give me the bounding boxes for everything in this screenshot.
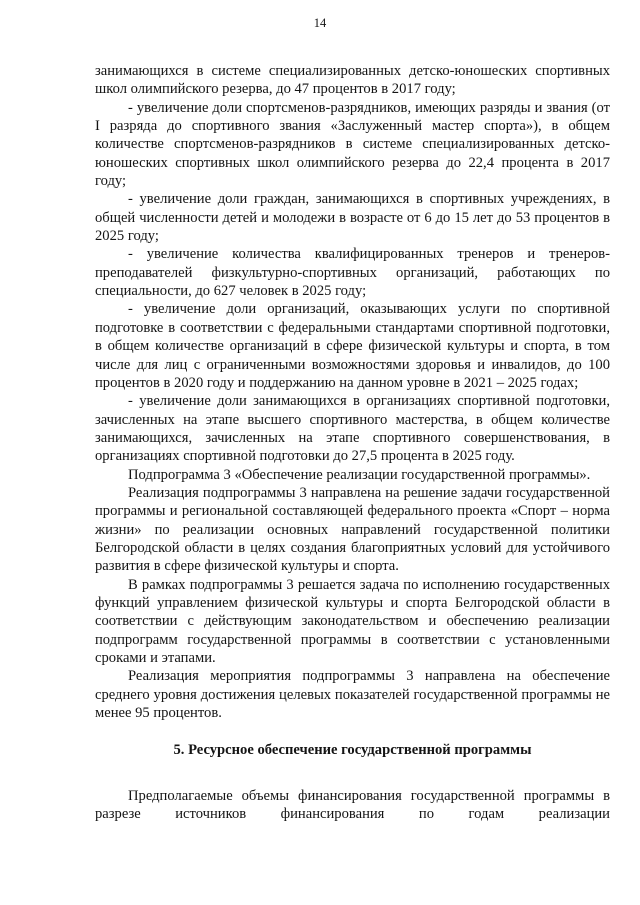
list-item-organizations-share: - увеличение доли организаций, оказывающих услуги по спортивной подготовке в соответствии с федеральными стандартами спортивной подготовки, в общем количестве организаций в сфере физической культуры и спорта, в том числе для лиц с ограниченными возможностями здоровья и инвалидов, до 100 процентов в 2020 году и поддержанию на данном уровне в 2021 – 2025 годах;: [95, 301, 610, 391]
paragraph-continuation: занимающихся в системе специализированных детско-юношеских спортивных школ олимпийского резерва, до 47 процентов в 2017 году;: [95, 63, 610, 98]
paragraph-subprogram-3-tasks: В рамках подпрограммы 3 решается задача по исполнению государственных функций управлением физической культуры и спорта Белгородской области в соответствии с действующим законодательством и обеспечению реализации подпрограмм государственной программы в соответствии с установленными сроками и этапами.: [95, 576, 610, 666]
subprogram-3-title: Подпрограмма 3 «Обеспечение реализации государственной программы».: [128, 466, 591, 483]
list-item-athletes-ranked: - увеличение доли спортсменов-разрядников, имеющих разряды и звания (от I разряда до спортивного звания «Заслуженный мастер спорта»), в общем количестве спортсменов-разрядников в системе специализированных детско-юношеских спортивных школ олимпийского резерва до 22,4 процента в 2017 году;: [95, 99, 610, 190]
section-heading: 5. Ресурсное обеспечение государственной программы: [173, 742, 532, 759]
paragraph-subprogram-3-measures: Реализация мероприятия подпрограммы 3 направлена на обеспечение среднего уровня достижения целевых показателей государственной программы не менее 95 процентов.: [95, 668, 610, 722]
list-item-higher-mastery-share: - увеличение доли занимающихся в организациях спортивной подготовки, зачисленных на этапе высшего спортивного мастерства, в общем количестве занимающихся, зачисленных на этапе спортивного совершенствования, в организациях спортивной подготовки до 27,5 процента в 2025 году.: [95, 393, 610, 465]
list-item-citizens-share: - увеличение доли граждан, занимающихся в спортивных учреждениях, в общей численности детей и молодежи в возрасте от 6 до 15 лет до 53 процентов в 2025 году;: [95, 191, 610, 245]
document-body: [95, 62, 610, 823]
paragraph-subprogram-3-goal: Реализация подпрограммы 3 направлена на решение задачи государственной программы и региональной составляющей федерального проекта «Спорт – норма жизни» по реализации основных направлений государственной политики Белгородской области в целях создания благоприятных условий для устойчивого развития в сфере физической культуры и спорта.: [95, 484, 610, 575]
page-number: 14: [313, 16, 327, 30]
paragraph-financing-intro: Предполагаемые объемы финансирования государственной программы в разрезе источников финансирования по годам реализации: [95, 787, 610, 823]
list-item-coaches-count: - увеличение количества квалифицированных тренеров и тренеров-преподавателей физкультурно-спортивных организаций, работающих по специальности, до 627 человек в 2025 году;: [95, 246, 610, 300]
